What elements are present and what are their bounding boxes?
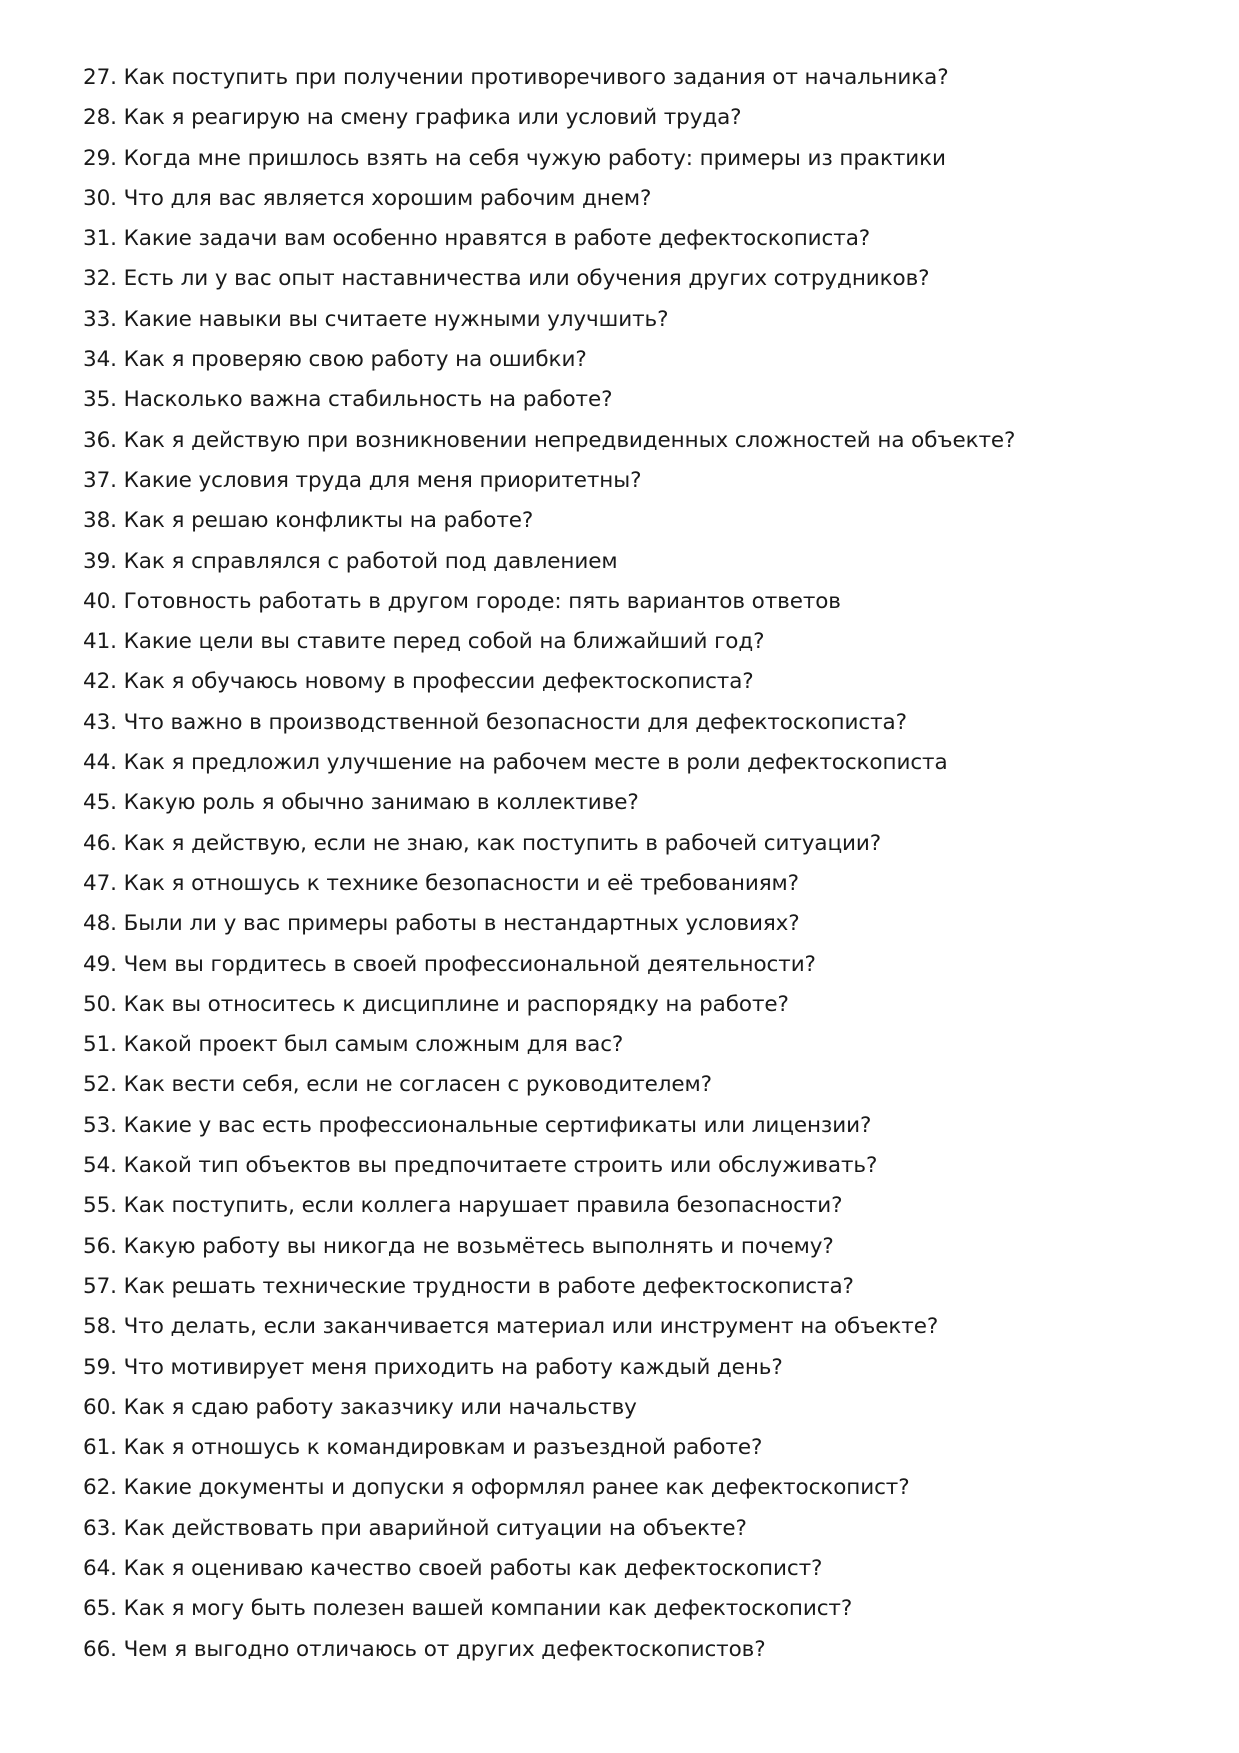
question-item <box>83 1267 1203 1307</box>
question-item <box>83 1307 1203 1347</box>
question-text: Что важно в производственной безопасности для дефектоскописта? <box>123 709 907 735</box>
question-item <box>83 300 1203 340</box>
question-text: Какие задачи вам особенно нравятся в работе дефектоскописта? <box>123 226 871 252</box>
question-item <box>83 703 1203 743</box>
question-number: 62. <box>83 1475 117 1501</box>
question-text: Как я могу быть полезен вашей компании как дефектоскопист? <box>123 1596 853 1622</box>
question-number: 37. <box>83 467 117 493</box>
question-text: Как я справлялся с работой под давлением <box>123 548 618 574</box>
question-number: 60. <box>83 1394 117 1420</box>
question-item <box>83 219 1203 259</box>
question-item <box>83 542 1203 582</box>
question-item <box>83 98 1203 138</box>
question-item <box>83 824 1203 864</box>
question-item <box>83 1186 1203 1226</box>
question-number: 44. <box>83 750 117 776</box>
question-text: Какие условия труда для меня приоритетны? <box>123 467 642 493</box>
question-text: Как я проверяю свою работу на ошибки? <box>123 347 587 373</box>
question-number: 39. <box>83 548 117 574</box>
question-text: Чем я выгодно отличаюсь от других дефектоскопистов? <box>123 1636 766 1662</box>
question-item <box>83 904 1203 944</box>
question-item <box>83 783 1203 823</box>
question-number: 50. <box>83 991 117 1017</box>
document-page <box>83 58 1203 1670</box>
question-text: Чем вы гордитесь в своей профессиональной деятельности? <box>123 951 816 977</box>
question-text: Когда мне пришлось взять на себя чужую работу: примеры из практики <box>123 145 946 171</box>
question-text: Готовность работать в другом городе: пять вариантов ответов <box>123 588 841 614</box>
question-text: Какие навыки вы считаете нужными улучшить? <box>123 306 669 332</box>
question-item <box>83 340 1203 380</box>
question-item <box>83 622 1203 662</box>
question-item <box>83 743 1203 783</box>
question-item <box>83 582 1203 622</box>
question-list <box>83 58 1203 1670</box>
question-number: 31. <box>83 226 117 252</box>
question-number: 61. <box>83 1435 117 1461</box>
question-number: 32. <box>83 266 117 292</box>
question-number: 63. <box>83 1515 117 1541</box>
question-item <box>83 1227 1203 1267</box>
question-number: 38. <box>83 508 117 534</box>
question-text: Как я сдаю работу заказчику или начальству <box>123 1394 637 1420</box>
question-item <box>83 1146 1203 1186</box>
question-text: Как я реагирую на смену графика или условий труда? <box>123 105 742 131</box>
question-text: Что мотивирует меня приходить на работу каждый день? <box>123 1354 783 1380</box>
question-number: 35. <box>83 387 117 413</box>
question-item <box>83 1106 1203 1146</box>
question-number: 55. <box>83 1193 117 1219</box>
question-text: Какие у вас есть профессиональные сертификаты или лицензии? <box>123 1112 872 1138</box>
question-text: Как поступить при получении противоречивого задания от начальника? <box>123 65 949 90</box>
question-number: 52. <box>83 1072 117 1098</box>
question-item <box>83 1630 1203 1670</box>
question-item <box>83 1549 1203 1589</box>
question-number: 27. <box>83 65 117 90</box>
question-text: Как поступить, если коллега нарушает правила безопасности? <box>123 1193 843 1219</box>
question-number: 47. <box>83 870 117 896</box>
question-item <box>83 1025 1203 1065</box>
question-text: Как я отношусь к командировкам и разъездной работе? <box>123 1435 763 1461</box>
question-number: 56. <box>83 1233 117 1259</box>
question-item <box>83 1348 1203 1388</box>
question-number: 64. <box>83 1555 117 1581</box>
question-number: 36. <box>83 427 117 453</box>
question-item <box>83 58 1203 98</box>
question-text: Как я отношусь к технике безопасности и её требованиям? <box>123 870 799 896</box>
question-text: Какие цели вы ставите перед собой на ближайший год? <box>123 629 765 655</box>
question-text: Как я обучаюсь новому в профессии дефектоскописта? <box>123 669 754 695</box>
question-text: Что делать, если заканчивается материал или инструмент на объекте? <box>123 1314 939 1340</box>
question-text: Какие документы и допуски я оформлял ранее как дефектоскопист? <box>123 1475 910 1501</box>
question-item <box>83 1468 1203 1508</box>
question-text: Какой тип объектов вы предпочитаете строить или обслуживать? <box>123 1153 878 1179</box>
question-number: 46. <box>83 830 117 856</box>
question-text: Какой проект был самым сложным для вас? <box>123 1032 624 1058</box>
question-item <box>83 864 1203 904</box>
question-item <box>83 945 1203 985</box>
question-text: Как я решаю конфликты на работе? <box>123 508 534 534</box>
question-number: 42. <box>83 669 117 695</box>
question-number: 45. <box>83 790 117 816</box>
question-number: 40. <box>83 588 117 614</box>
question-text: Есть ли у вас опыт наставничества или обучения других сотрудников? <box>123 266 930 292</box>
question-number: 65. <box>83 1596 117 1622</box>
question-text: Как я действую при возникновении непредвиденных сложностей на объекте? <box>123 427 1016 453</box>
question-number: 41. <box>83 629 117 655</box>
question-item <box>83 1388 1203 1428</box>
question-text: Насколько важна стабильность на работе? <box>123 387 613 413</box>
question-text: Как решать технические трудности в работе дефектоскописта? <box>123 1273 854 1299</box>
question-item <box>83 1428 1203 1468</box>
question-number: 54. <box>83 1153 117 1179</box>
question-text: Были ли у вас примеры работы в нестандартных условиях? <box>123 911 800 937</box>
question-number: 51. <box>83 1032 117 1058</box>
question-item <box>83 501 1203 541</box>
question-text: Как я предложил улучшение на рабочем месте в роли дефектоскописта <box>123 750 948 776</box>
question-number: 28. <box>83 105 117 131</box>
question-number: 34. <box>83 347 117 373</box>
question-text: Как действовать при аварийной ситуации на объекте? <box>123 1515 747 1541</box>
question-item <box>83 380 1203 420</box>
question-item <box>83 662 1203 702</box>
question-item <box>83 1509 1203 1549</box>
question-text: Как я действую, если не знаю, как поступить в рабочей ситуации? <box>123 830 882 856</box>
question-text: Что для вас является хорошим рабочим днем? <box>123 185 652 211</box>
question-text: Какую роль я обычно занимаю в коллективе? <box>123 790 639 816</box>
question-text: Как я оцениваю качество своей работы как дефектоскопист? <box>123 1555 823 1581</box>
question-item <box>83 985 1203 1025</box>
question-item <box>83 1589 1203 1629</box>
question-text: Как вы относитесь к дисциплине и распорядку на работе? <box>123 991 789 1017</box>
question-number: 43. <box>83 709 117 735</box>
question-number: 33. <box>83 306 117 332</box>
question-text: Как вести себя, если не согласен с руководителем? <box>123 1072 712 1098</box>
question-number: 57. <box>83 1273 117 1299</box>
question-item <box>83 461 1203 501</box>
question-number: 58. <box>83 1314 117 1340</box>
question-number: 53. <box>83 1112 117 1138</box>
question-number: 49. <box>83 951 117 977</box>
question-number: 66. <box>83 1636 117 1662</box>
question-number: 30. <box>83 185 117 211</box>
question-item <box>83 259 1203 299</box>
question-item <box>83 1065 1203 1105</box>
question-item <box>83 421 1203 461</box>
question-number: 48. <box>83 911 117 937</box>
question-item <box>83 179 1203 219</box>
question-number: 59. <box>83 1354 117 1380</box>
question-item <box>83 139 1203 179</box>
question-text: Какую работу вы никогда не возьмётесь выполнять и почему? <box>123 1233 834 1259</box>
question-number: 29. <box>83 145 117 171</box>
